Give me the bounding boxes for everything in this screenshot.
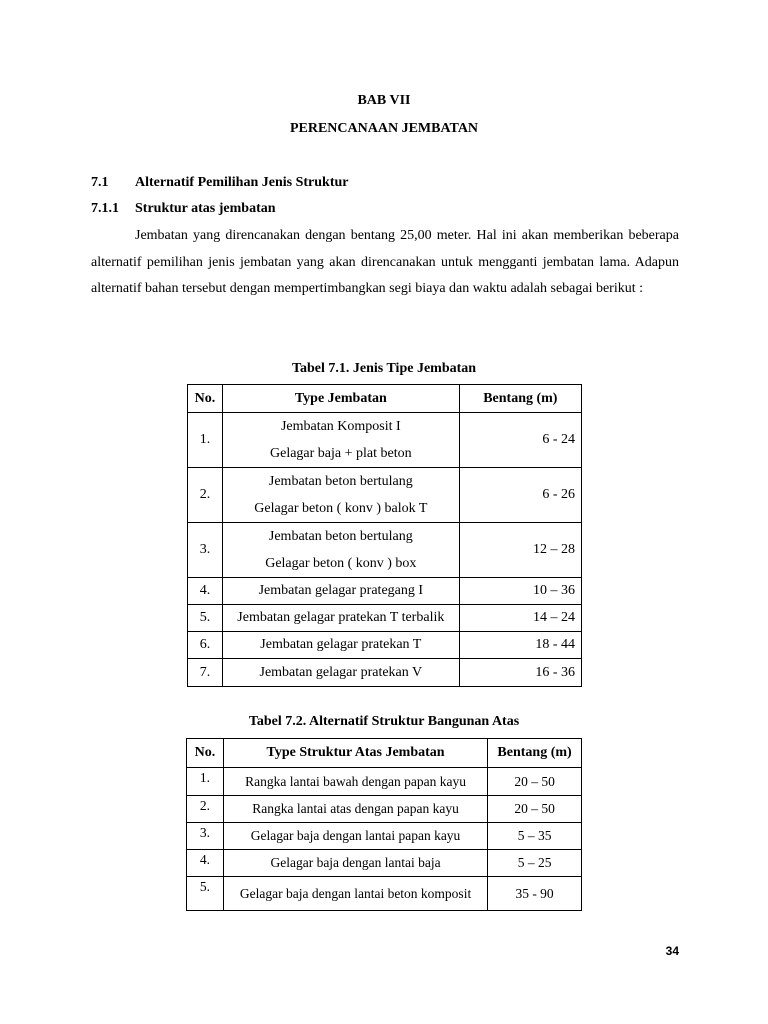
- header-no: No.: [188, 385, 223, 413]
- section-number: 7.1: [91, 175, 109, 190]
- table-header-row: [187, 739, 582, 768]
- table-row-highlighted: [188, 578, 582, 605]
- row-type-line1: Jembatan Komposit I: [280, 419, 401, 434]
- row-type-line2: Gelagar baja + plat beton: [270, 446, 412, 461]
- header-span: Bentang (m): [459, 385, 581, 413]
- table-row: [188, 659, 582, 687]
- row-no: 7.: [188, 659, 223, 687]
- table-row: [188, 632, 582, 659]
- row-type: Gelagar baja dengan lantai baja: [223, 850, 487, 877]
- row-type: Jembatan gelagar pratekan T: [222, 632, 459, 659]
- row-type: [222, 413, 459, 468]
- row-no: 3.: [188, 523, 223, 578]
- chapter-label: BAB VII: [357, 93, 411, 108]
- row-no: 2.: [187, 796, 224, 823]
- header-span: Bentang (m): [488, 739, 582, 768]
- table-header-row: [188, 385, 582, 413]
- row-no: 2.: [188, 468, 223, 523]
- row-type-line2: Gelagar beton ( konv ) balok T: [254, 501, 428, 516]
- row-span: 6 - 26: [459, 468, 581, 523]
- table-row: [188, 468, 582, 523]
- row-type-line2: Gelagar beton ( konv ) box: [265, 556, 417, 571]
- row-span: 5 – 35: [488, 823, 582, 850]
- row-type: Gelagar baja dengan lantai papan kayu: [223, 823, 487, 850]
- row-span: 20 – 50: [488, 796, 582, 823]
- table-row: [188, 523, 582, 578]
- row-no: 1.: [187, 768, 224, 796]
- row-no: 5.: [188, 605, 223, 632]
- row-no: 5.: [187, 877, 224, 911]
- table1-caption: Tabel 7.1. Jenis Tipe Jembatan: [291, 361, 477, 376]
- row-span: 10 – 36: [459, 578, 581, 605]
- row-no: 1.: [188, 413, 223, 468]
- subsection-number: 7.1.1: [91, 201, 119, 216]
- table-row: [187, 823, 582, 850]
- row-type: Rangka lantai bawah dengan papan kayu: [223, 768, 487, 796]
- table-row: [187, 877, 582, 911]
- row-type-line1: Jembatan beton bertulang: [268, 529, 413, 544]
- row-span: 6 - 24: [459, 413, 581, 468]
- header-type: Type Jembatan: [222, 385, 459, 413]
- table-row: [188, 413, 582, 468]
- body-paragraph: Jembatan yang direncanakan dengan bentang 25,00 meter. Hal ini akan memberikan beberapa alternatif pemilihan jenis jembatan yang akan direncanakan untuk mengganti jembatan lama. Adapun alternatif bahan tersebut dengan mempertimbangkan segi biaya dan waktu adalah sebagai berikut :: [91, 228, 679, 296]
- subsection-title: Struktur atas jembatan: [135, 201, 276, 216]
- section-title: Alternatif Pemilihan Jenis Struktur: [135, 175, 349, 190]
- superstructure-table: [186, 738, 582, 911]
- table-row: [187, 796, 582, 823]
- row-span: 14 – 24: [459, 605, 581, 632]
- row-type: Jembatan gelagar pratekan V: [222, 659, 459, 687]
- table-row: [187, 768, 582, 796]
- row-no: 4.: [187, 850, 224, 877]
- row-span: 5 – 25: [488, 850, 582, 877]
- bridge-type-table: [187, 384, 582, 687]
- row-type: Jembatan gelagar prategang I: [222, 578, 459, 605]
- header-no: No.: [187, 739, 224, 768]
- row-no: 3.: [187, 823, 224, 850]
- row-type: Jembatan gelagar pratekan T terbalik: [222, 605, 459, 632]
- row-type: Rangka lantai atas dengan papan kayu: [223, 796, 487, 823]
- table-row: [187, 850, 582, 877]
- table-row: [188, 605, 582, 632]
- row-type-line1: Jembatan beton bertulang: [268, 474, 413, 489]
- row-span: 12 – 28: [459, 523, 581, 578]
- row-span: 18 - 44: [459, 632, 581, 659]
- row-span: 16 - 36: [459, 659, 581, 687]
- chapter-title: PERENCANAAN JEMBATAN: [289, 121, 479, 136]
- row-type: [222, 523, 459, 578]
- row-type: Gelagar baja dengan lantai beton komposit: [223, 877, 487, 911]
- row-span: 35 - 90: [488, 877, 582, 911]
- row-no: 6.: [188, 632, 223, 659]
- row-type: [222, 468, 459, 523]
- row-span: 20 – 50: [488, 768, 582, 796]
- page-number: 34: [665, 944, 679, 958]
- row-no: 4.: [188, 578, 223, 605]
- table2-caption: Tabel 7.2. Alternatif Struktur Bangunan Atas: [248, 714, 520, 729]
- header-type: Type Struktur Atas Jembatan: [223, 739, 487, 768]
